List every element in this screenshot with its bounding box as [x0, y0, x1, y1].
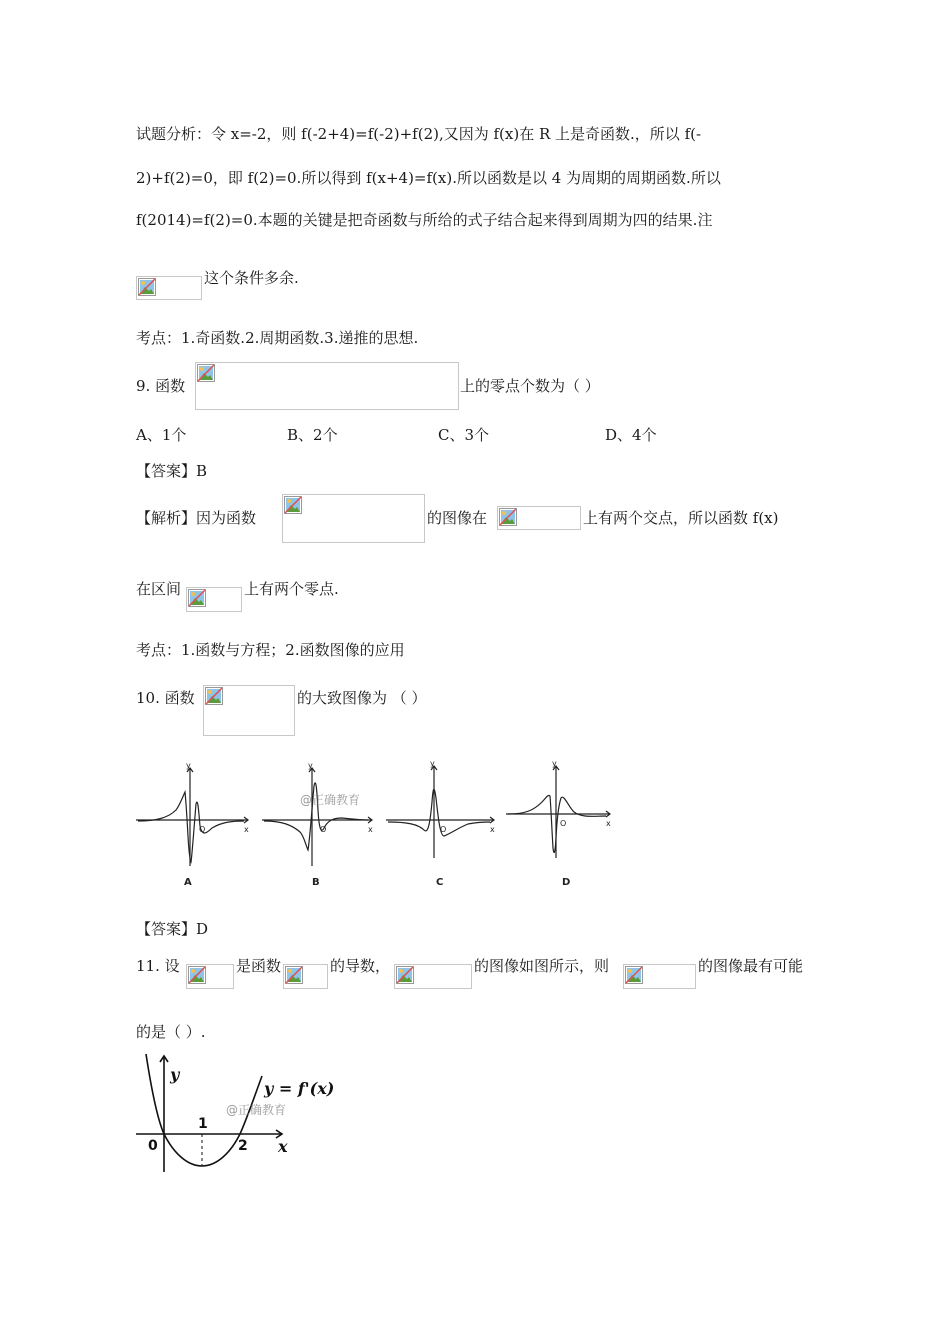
formula-image-placeholder	[623, 964, 696, 989]
q10-suffix: 的大致图像为 （ ）	[297, 689, 427, 707]
q11-curve-label: y = f'(x)	[264, 1079, 335, 1098]
broken-image-icon	[285, 966, 303, 984]
q10-prefix: 10. 函数	[136, 689, 195, 707]
graph-b-origin: O	[320, 825, 327, 834]
graph-c-x-label: x	[490, 825, 495, 834]
analysis-kaodian: 考点：1.奇函数.2.周期函数.3.递推的思想.	[136, 329, 419, 347]
analysis-line-3: f(2014)=f(2)=0.本题的关键是把奇函数与所给的式子结合起来得到周期为四的结果.注	[136, 211, 713, 229]
graph-a-label: A	[184, 877, 192, 888]
q11-y-axis-label: y	[170, 1065, 180, 1084]
q11-text1: 是函数	[236, 957, 282, 975]
graph-b	[262, 768, 372, 866]
formula-image-placeholder	[195, 362, 459, 410]
q11-x-axis-label: x	[278, 1137, 288, 1156]
formula-image-placeholder	[203, 685, 295, 736]
broken-image-icon	[396, 966, 414, 984]
q9-jiexi-mid: 的图像在	[427, 509, 488, 527]
graph-b-label: B	[312, 877, 320, 888]
formula-image-placeholder	[497, 506, 581, 530]
graph-c-label: C	[436, 877, 444, 888]
formula-image-placeholder	[283, 964, 328, 989]
q11-text4: 的图像最有可能	[698, 957, 804, 975]
broken-image-icon	[205, 687, 223, 705]
q9-option-c: C、3个	[438, 426, 490, 444]
watermark: @正确教育	[226, 1103, 287, 1117]
q9-line2-suffix: 上有两个零点.	[244, 580, 339, 598]
broken-image-icon	[625, 966, 643, 984]
q9-option-b: B、2个	[287, 426, 338, 444]
analysis-line-2: 2)+f(2)=0，即 f(2)=0.所以得到 f(x+4)=f(x).所以函数是以 4 为周期的周期函数.所以	[136, 169, 721, 187]
q11-text3: 的图像如图所示，则	[474, 957, 610, 975]
q11-text2: 的导数，	[330, 957, 391, 975]
graph-c-y-label: y	[430, 759, 435, 768]
q9-option-a: A、1个	[136, 426, 187, 444]
broken-image-icon	[197, 364, 215, 382]
formula-image-placeholder	[394, 964, 472, 989]
q9-line2-prefix: 在区间	[136, 580, 182, 598]
q11-tick-1: 1	[198, 1116, 208, 1132]
q11-origin: 0	[148, 1138, 158, 1154]
watermark: @正确教育	[300, 793, 361, 807]
graph-b-y-label: y	[308, 761, 313, 770]
q9-kaodian: 考点：1.函数与方程；2.函数图像的应用	[136, 641, 405, 659]
broken-image-icon	[284, 496, 302, 514]
broken-image-icon	[188, 589, 206, 607]
graph-c-origin: O	[440, 825, 447, 834]
graph-c	[386, 766, 494, 858]
q11-prefix: 11. 设	[136, 957, 180, 975]
analysis-line-1: 试题分析：令 x=-2，则 f(-2+4)=f(-2)+f(2),又因为 f(x)在 R 上是奇函数.，所以 f(-	[136, 125, 702, 143]
graph-d-x-label: x	[606, 819, 611, 828]
formula-image-placeholder	[136, 276, 202, 300]
graph-d	[506, 766, 610, 858]
broken-image-icon	[138, 278, 156, 296]
q9-answer: 【答案】B	[136, 462, 208, 480]
q9-jiexi-prefix: 【解析】因为函数	[136, 509, 257, 527]
graph-a	[136, 768, 248, 866]
graph-d-y-label: y	[552, 759, 557, 768]
graph-d-origin: O	[560, 819, 567, 828]
q11-tick-2: 2	[238, 1138, 248, 1154]
broken-image-icon	[499, 508, 517, 526]
formula-image-placeholder	[186, 964, 234, 989]
graph-b-x-label: x	[368, 825, 373, 834]
q9-option-d: D、4个	[605, 426, 657, 444]
q10-answer: 【答案】D	[136, 920, 209, 938]
q9-suffix: 上的零点个数为（ ）	[460, 377, 600, 395]
broken-image-icon	[188, 966, 206, 984]
q10-graphs	[136, 758, 616, 890]
formula-image-placeholder	[282, 494, 425, 543]
graph-a-y-label: y	[186, 761, 191, 770]
formula-image-placeholder	[186, 587, 242, 612]
q9-prefix: 9. 函数	[136, 377, 186, 395]
q11-derivative-graph	[132, 1050, 362, 1180]
q9-jiexi-tail: 上有两个交点，所以函数 f(x)	[583, 509, 779, 527]
graph-a-origin: O	[199, 825, 206, 834]
q11-line2: 的是（ ）.	[136, 1023, 206, 1041]
graph-d-label: D	[562, 877, 571, 888]
graph-a-x-label: x	[244, 825, 249, 834]
analysis-line-4: 这个条件多余.	[204, 269, 299, 287]
